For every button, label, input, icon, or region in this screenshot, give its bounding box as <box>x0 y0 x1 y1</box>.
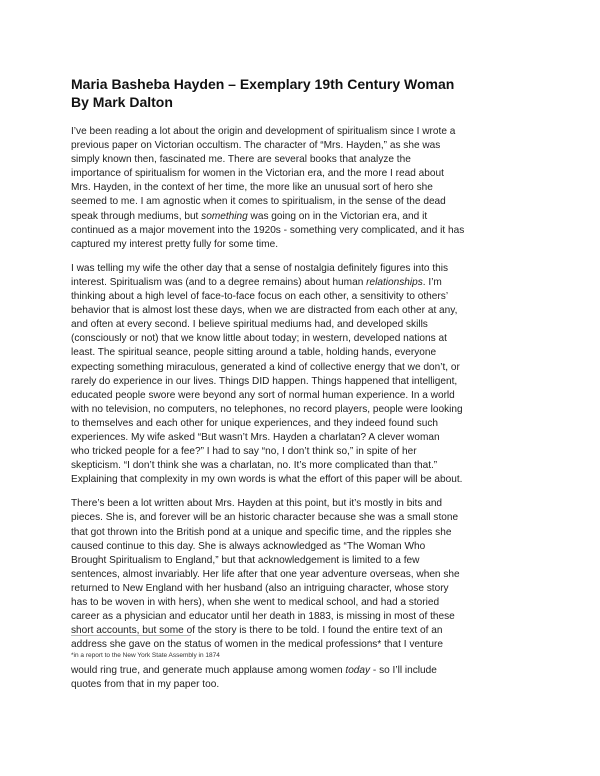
text-line: pieces. She is, and forever will be an historic character because she was a small stone <box>71 512 459 524</box>
text-segment: was going on in the Victorian era, and it <box>247 210 428 222</box>
text-line: who tricked people for a fee?” I had to say “no, I don’t think so,” in spite of her <box>71 446 417 458</box>
emphasis-text: relationships <box>366 276 423 288</box>
footnote-separator <box>71 635 191 636</box>
text-line: Brought Spiritualism to England,” but that acknowledgement is limited to a few <box>71 554 420 566</box>
text-segment: - so I’ll include <box>370 665 437 676</box>
text-line: Explaining that complexity in my own words is what the effort of this paper will be about. <box>71 474 463 486</box>
text-line: has to be woven in with hers), when she went to medical school, and had a storied <box>71 597 440 608</box>
text-line: I’ve been reading a lot about the origin and development of spiritualism since I wrote a <box>71 126 456 137</box>
text-line <box>71 276 537 290</box>
text-line: caused continue to this day. She is always acknowledged as “The Woman Who <box>71 540 426 552</box>
text-line: simply known then, fascinated me. There are several books that analyze the <box>71 154 411 166</box>
text-line: and often at every second. I believe spiritual mediums had, and developed skills <box>71 319 428 331</box>
title-line: Maria Basheba Hayden – Exemplary 19th Century Woman <box>71 76 455 92</box>
text-line: expecting something miraculous, generated a kind of collective energy that we don’t, or <box>71 361 460 373</box>
document-title <box>71 75 541 111</box>
text-line: educated people swore were beyond any sort of normal human experience. In a world <box>71 389 455 401</box>
text-line: that got thrown into the British pond at a unique and specific time, and the ripples she <box>71 526 452 538</box>
text-line: There’s been a lot written about Mrs. Hayden at this point, but it’s mostly in bits and <box>71 498 443 510</box>
paragraph-3 <box>71 497 537 652</box>
text-segment: speak through mediums, but <box>71 210 202 222</box>
text-line: skepticism. “I don’t think she was a charlatan, no. It’s more complicated than that.” <box>71 460 438 472</box>
text-line: importance of spiritualism for women in the Victorian era, and the more I read about <box>71 168 444 180</box>
continuation-text <box>71 664 537 692</box>
text-line: captured my interest pretty fully for some time. <box>71 238 278 250</box>
paragraph-2 <box>71 262 537 488</box>
text-line: seemed to me. I am agnostic when it comes to spiritualism, in the sense of the dead <box>71 196 446 208</box>
text-line <box>71 664 537 678</box>
text-line: I was telling my wife the other day that a sense of nostalgia definitely figures into this <box>71 262 449 274</box>
text-line: short accounts, but some of the story is there to be told. I found the entire text of an <box>71 625 443 637</box>
paragraph-1 <box>71 125 537 252</box>
text-line: with no television, no computers, no telephones, no record players, people were looking <box>71 403 463 415</box>
text-line: least. The spiritual seance, people sitting around a table, holding hands, everyone <box>71 347 437 359</box>
text-line: rarely do experience in our lives. Things DID happen. Things happened that intelligent, <box>71 375 458 387</box>
text-segment: . I’m <box>422 276 442 288</box>
text-line <box>71 210 537 224</box>
text-line: quotes from that in my paper too. <box>71 679 220 691</box>
text-line: sentences, almost invariably. Her life after that one year adventure overseas, when she <box>71 568 460 580</box>
footnote: *in a report to the New York State Assembly in 1874 <box>71 652 220 659</box>
emphasis-text: something <box>201 210 248 222</box>
text-line: experiences. My wife asked “But wasn’t Mrs. Hayden a charlatan? A clever woman <box>71 431 440 443</box>
document-body <box>71 125 537 662</box>
text-line: Mrs. Hayden, in the context of her time, the more like an unusual sort of hero she <box>71 182 433 194</box>
text-line: (consciously or not) that we know little about today; in western, developed nations at <box>71 333 447 345</box>
author-line: By Mark Dalton <box>71 94 173 110</box>
text-line: continued as a major movement into the 1920s - something very complicated, and it has <box>71 224 465 236</box>
text-line: address she gave on the status of women in the medical professions* that I venture <box>71 639 444 651</box>
text-line: behavior that is almost lost these days, when we are distracted from each other at any, <box>71 305 458 317</box>
text-line: returned to New England with her husband (also an intriguing character, whose story <box>71 582 449 594</box>
emphasis-text: today <box>345 665 371 676</box>
text-line: previous paper on Victorian occultism. The character of “Mrs. Hayden,” as she was <box>71 140 441 152</box>
text-segment: interest. Spiritualism was (and to a degree remains) about human <box>71 276 367 288</box>
text-line: to themselves and each other for unique experiences, and they indeed found such <box>71 417 438 429</box>
text-line: thinking about a high level of face-to-face focus on each other, a sensitivity to others’ <box>71 291 449 303</box>
text-segment: would ring true, and generate much applause among women <box>71 665 346 676</box>
text-line: career as a physician and educator until her death in 1883, is missing in most of these <box>71 611 455 623</box>
